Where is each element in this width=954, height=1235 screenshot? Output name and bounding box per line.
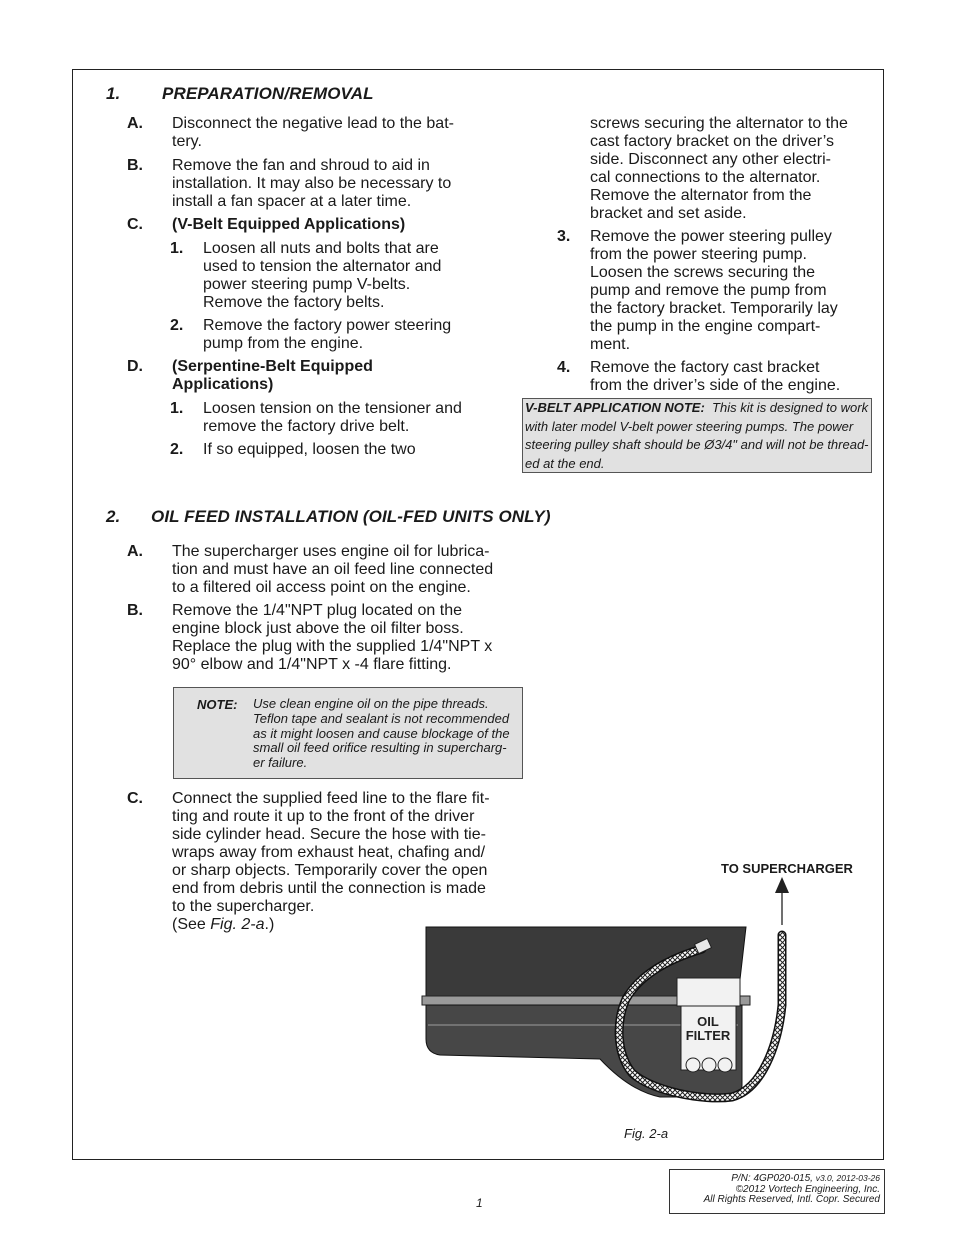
part-number: P/N: 4GP020-015, — [731, 1173, 813, 1184]
text-line: cal connections to the alternator. — [590, 169, 821, 186]
text-line: Remove the fan and shroud to aid in — [172, 157, 430, 174]
text-line: end from debris until the connection is made — [172, 880, 486, 897]
text-line: to the supercharger. — [172, 898, 315, 915]
section2-number: 2. — [106, 507, 121, 526]
text-line: Remove the factory cast bracket — [590, 359, 820, 376]
to-supercharger-label: TO SUPERCHARGER — [721, 861, 853, 876]
text-line: bracket and set aside. — [590, 205, 747, 222]
note-line: with later model V-belt power steering pumps. The power — [525, 418, 854, 434]
oil-filter-label-line2: FILTER — [685, 1028, 731, 1043]
note-line: Teflon tape and sealant is not recommended — [253, 710, 510, 726]
step-1d3-label: 3. — [557, 228, 571, 245]
text-line: Loosen tension on the tensioner and — [203, 400, 462, 417]
text-line: ting and route it up to the front of the driver — [172, 808, 475, 825]
note-line: er failure. — [253, 755, 308, 771]
text-line: Loosen all nuts and bolts that are — [203, 240, 439, 257]
text-line: Remove the power steering pulley — [590, 228, 832, 245]
text-line: Applications) — [172, 376, 274, 393]
arrow-head-icon — [775, 877, 789, 893]
text-line: Remove the factory belts. — [203, 294, 385, 311]
note-line: small oil feed orifice resulting in supercharg- — [253, 740, 507, 756]
text-line: tery. — [172, 133, 202, 150]
text-line: remove the factory drive belt. — [203, 418, 410, 435]
note-line: steering pulley shaft should be Ø3/4" and will not be thread- — [525, 437, 869, 453]
step-2a-text — [172, 543, 493, 597]
v-belt-note-box — [522, 398, 872, 473]
text-line: side. Disconnect any other electri- — [590, 151, 831, 168]
footer-box — [669, 1169, 885, 1214]
text-line: from the power steering pump. — [590, 246, 807, 263]
note-line — [525, 399, 869, 418]
page-number: 1 — [476, 1196, 483, 1210]
text-line: The supercharger uses engine oil for lubrica- — [172, 543, 490, 560]
v-belt-note-label: V-BELT APPLICATION NOTE: — [525, 400, 705, 415]
text-line: tion and must have an oil feed line connected — [172, 561, 494, 578]
oil-pan-figure — [420, 875, 800, 1115]
text-line: cast factory bracket on the driver’s — [590, 133, 834, 150]
step-1d4-label: 4. — [557, 359, 571, 376]
text-line: engine block just above the oil filter boss. — [172, 620, 464, 637]
rights-line: All Rights Reserved, Intl. Copr. Secured — [703, 1194, 880, 1205]
step-1a-label: A. — [127, 115, 143, 132]
oil-note-box — [173, 687, 523, 779]
text-line: to a filtered oil access point on the engine. — [172, 579, 471, 596]
text-line: Remove the 1/4"NPT plug located on the — [172, 602, 463, 619]
step-1d-title — [172, 358, 373, 394]
section1-title: PREPARATION/REMOVAL — [162, 84, 374, 103]
step-1b-text — [172, 157, 451, 211]
step-2b-text — [172, 602, 492, 674]
oil-note-text — [253, 697, 515, 771]
step-1d3-text — [590, 228, 838, 354]
text-line: the pump in the engine compart- — [590, 318, 821, 335]
step-1d2-continued-text — [590, 115, 848, 223]
part-number-line — [670, 1173, 880, 1185]
step-1d4-text — [590, 359, 840, 395]
step-2c-label: C. — [127, 790, 143, 807]
text-line: used to tension the alternator and — [203, 258, 442, 275]
text-line: Remove the alternator from the — [590, 187, 812, 204]
text-line: pump and remove the pump from — [590, 282, 827, 299]
note-line: ed at the end. — [525, 455, 605, 471]
oil-filter-top — [677, 978, 740, 1006]
copyright-line: ©2012 Vortech Engineering, Inc. — [735, 1183, 880, 1195]
text-line: Disconnect the negative lead to the bat- — [172, 115, 454, 132]
step-1d1-text — [203, 400, 462, 436]
step-2a-label: A. — [127, 543, 143, 560]
text-line: side cylinder head. Secure the hose with tie- — [172, 826, 486, 843]
text-line: screws securing the alternator to the — [590, 115, 848, 132]
text-line: install a fan spacer at a later time. — [172, 193, 412, 210]
fig-ref-link: Fig. 2-a — [210, 916, 265, 933]
step-1d2-label: 2. — [170, 441, 184, 458]
ref-text: .) — [264, 916, 275, 933]
text-line: from the driver’s side of the engine. — [590, 377, 841, 394]
text-line: Loosen the screws securing the — [590, 264, 816, 281]
figure-caption: Fig. 2-a — [624, 1126, 669, 1141]
text-line: wraps away from exhaust heat, chafing and/ — [172, 844, 486, 861]
step-1d1-label: 1. — [170, 400, 184, 417]
text-line: power steering pump V-belts. — [203, 276, 411, 293]
text-line: 90° elbow and 1/4"NPT x -4 flare fitting. — [172, 656, 452, 673]
text-line: (Serpentine-Belt Equipped — [172, 358, 373, 375]
ref-text: (See — [172, 916, 211, 933]
step-1c-label: C. — [127, 216, 143, 233]
section1-number: 1. — [106, 84, 121, 103]
text-line: installation. It may also be necessary to — [172, 175, 452, 192]
text-line: or sharp objects. Temporarily cover the open — [172, 862, 488, 879]
section2-title: OIL FEED INSTALLATION (OIL-FED UNITS ONLY) — [151, 507, 551, 526]
text-line: the factory bracket. Temporarily lay — [590, 300, 838, 317]
step-1c2-label: 2. — [170, 317, 184, 334]
text-line: Replace the plug with the supplied 1/4"NPT x — [172, 638, 493, 655]
note-line: Use clean engine oil on the pipe threads. — [253, 696, 489, 711]
step-1d-label: D. — [127, 358, 143, 375]
step-2b-label: B. — [127, 602, 143, 619]
step-1a-text — [172, 115, 454, 151]
step-1b-label: B. — [127, 157, 143, 174]
step-1c2-text — [203, 317, 451, 353]
text-line: Remove the factory power steering — [203, 317, 452, 334]
note-text: This kit is designed to work — [712, 400, 869, 415]
note-line: as it might loosen and cause blockage of the — [253, 725, 510, 741]
step-1c1-label: 1. — [170, 240, 184, 257]
step-1d2-text — [203, 441, 416, 459]
oil-note-label: NOTE: — [197, 697, 238, 712]
text-line: ment. — [590, 336, 631, 353]
text-line: pump from the engine. — [203, 335, 364, 352]
text-line: Connect the supplied feed line to the flare fit- — [172, 790, 490, 807]
step-1c1-text — [203, 240, 441, 312]
text-line: If so equipped, loosen the two — [203, 441, 416, 458]
step-1c-title: (V-Belt Equipped Applications) — [172, 216, 406, 233]
version-date: v3.0, 2012-03-26 — [815, 1173, 880, 1183]
oil-filter-label-line1: OIL — [697, 1014, 719, 1029]
